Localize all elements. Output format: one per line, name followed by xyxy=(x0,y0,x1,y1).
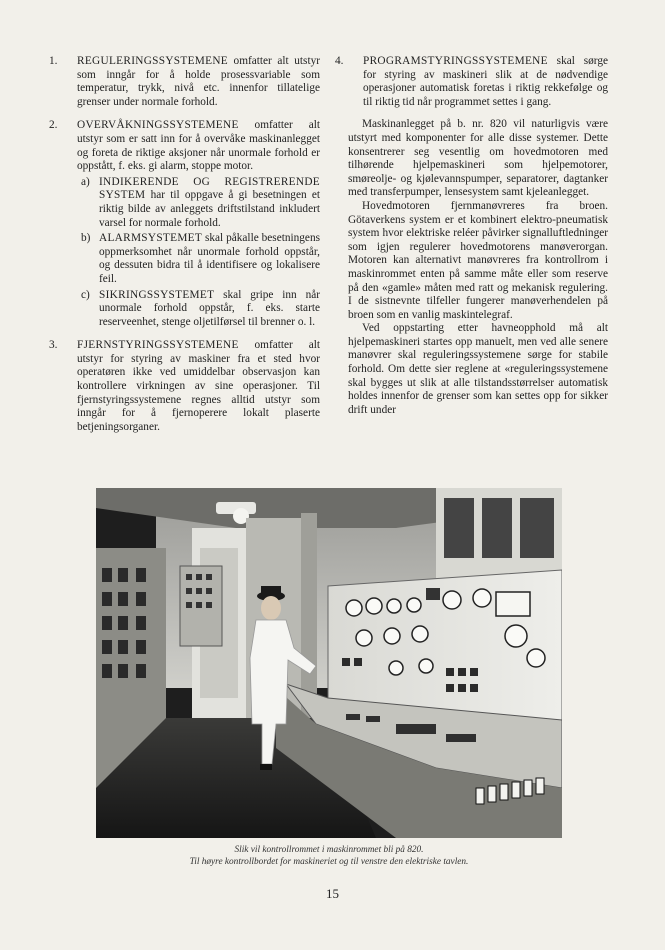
right-column xyxy=(335,55,608,417)
item-text: omfatter alt utstyr som er satt inn for å overvåke maskinanlegget og foreta de riktige aksjoner når unormale forhold er oppstått, f. eks. gi alarm, stoppe motor. xyxy=(77,119,320,173)
sub-item-label: c) xyxy=(81,288,90,301)
sub-item-text: skal påkalle besetningens oppmerksomhet når unormale forhold oppstår, og dessuten bidra til å identifisere og lokalisere feil. xyxy=(99,232,320,285)
list-item xyxy=(49,339,320,434)
sub-item-heading: INDIKERENDE OG REGISTRERENDE SYSTEM xyxy=(99,175,320,202)
item-text: skal sørge for styring av maskineri slik at de nødvendige operasjoner automatisk foretas i riktig rekkefølge og til riktig tid når programmet settes i gang. xyxy=(363,55,608,108)
item-heading: OVERVÅKNINGSSYSTEMENE xyxy=(77,119,239,132)
item-text: omfatter alt utstyr for styring av maskiner fra et sted hvor operatøren ikke ved umiddelbar observasjon kan kontrollere virkningen av sine operasjoner. Til fjernstyringssystemene regnes alltid utstyr som inngår for å fjernoperere lokalt plaserte betjeningsorganer. xyxy=(77,339,320,433)
list-item xyxy=(49,55,320,109)
caption-line: Slik vil kontrollrommet i maskinrommet bli på 820. xyxy=(234,845,424,855)
item-heading: PROGRAMSTYRINGSSYSTEMENE xyxy=(363,55,548,67)
item-heading: REGULERINGSSYSTEMENE xyxy=(77,55,228,67)
sub-item xyxy=(77,232,320,286)
photo-caption xyxy=(96,844,562,868)
left-column xyxy=(49,55,320,444)
sub-item-heading: ALARMSYSTEMET xyxy=(99,232,203,245)
sub-item-text: skal gripe inn når unormale forhold oppstår, f. eks. starte reserveenhet, stenge oljetilførsel til brenner o. l. xyxy=(99,288,320,328)
body-paragraph: Ved oppstarting etter havneopphold må alt hjelpemaskineri startes opp manuelt, men ved alle senere manøvrer skal reguleringssystemene sørge for stabile forhold. Om dette sier reglene at «reguleringssystemene skal bygges ut slik at alle tilstandsstørrelser automatisk holdes innenfor de grenser som kan settes opp for sikker drift under xyxy=(348,322,608,416)
item-number: 1. xyxy=(49,55,58,67)
body-paragraph: Maskinanlegget på b. nr. 820 vil naturligvis være utstyrt med komponenter for alle disse systemer. Dette konsentrerer seg vesentlig om hovedmotoren med tilhørende hjelpemaskineri som hjelpemotorer, smøreolje- og kjølevannspumper, separatorer, dagtanker med transferpumper, lensesystem samt kjeleanlegget. xyxy=(348,118,608,199)
sub-item-heading: SIKRINGSSYSTEMET xyxy=(99,288,215,301)
sub-item-label: b) xyxy=(81,232,91,245)
sub-item xyxy=(77,289,320,330)
sub-item-label: a) xyxy=(81,175,90,188)
item-heading: FJERNSTYRINGSSYSTEMENE xyxy=(77,339,239,352)
list-item xyxy=(49,119,320,329)
item-text: omfatter alt utstyr som inngår for å holde prosessvariable som temperatur, trykk, nivå etc. innenfor tillatelige grenser under normale forhold. xyxy=(77,55,320,108)
page-number: 15 xyxy=(326,886,339,901)
body-paragraph: Hovedmotoren fjernmanøvreres fra broen. Götaverkens system er et kombinert elektro-pneumatisk system hvor elektriske reléer påvirker signalluftledninger som igjen regulerer hovedmotorens manøverorgan. Motoren kan alternativt manøvreres fra kontrollrom i maskinrommet enten på samme måte eller som reserve på den «gamle» måten med ratt og mekanisk regulering. I de sistnevnte tilfeller fungerer manøverhendelen på broen som en vanlig maskintelegraf. xyxy=(348,199,608,321)
control-room-photo xyxy=(96,488,562,838)
sub-item-text: har til oppgave å gi besetningen et riktig bilde av anleggets driftstilstand inkludert varsel for normale forhold. xyxy=(99,189,320,229)
item-number: 2. xyxy=(49,119,58,132)
caption-line: Til høyre kontrollbordet for maskineriet og til venstre den elektriske tavlen. xyxy=(189,857,469,867)
sub-item xyxy=(77,176,320,230)
item-number: 4. xyxy=(335,55,344,67)
list-item xyxy=(335,55,608,109)
item-number: 3. xyxy=(49,339,58,352)
